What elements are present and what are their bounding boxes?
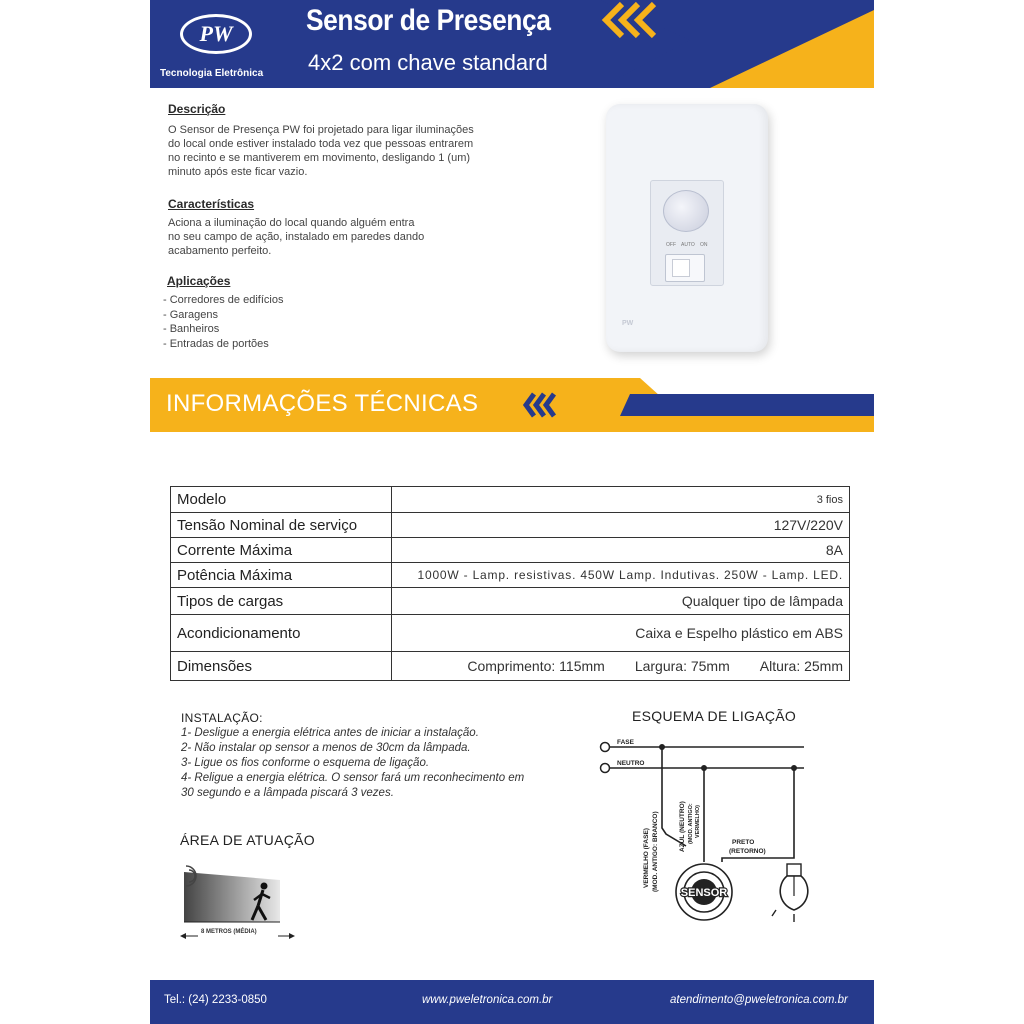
- fase-terminal: [601, 743, 610, 752]
- company-name: Tecnologia Eletrônica: [160, 68, 264, 79]
- dim-largura: Largura: 75mm: [634, 658, 730, 674]
- lamp-icon: [772, 864, 810, 922]
- list-item: 2- Não instalar op sensor a menos de 30cm da lâmpada.: [181, 742, 471, 754]
- footer-website-link[interactable]: www.pweletronica.com.br: [422, 994, 553, 1006]
- list-item: - Entradas de portões: [163, 337, 269, 350]
- spec-label: Dimensões: [171, 652, 392, 681]
- spec-label: Potência Máxima: [171, 563, 392, 588]
- spec-table: [170, 486, 850, 681]
- mode-switch-knob: [672, 259, 690, 277]
- caracteristicas-text: Aciona a iluminação do local quando alguém entra no seu campo de ação, instalado em paredes dando acabamento perfeito.: [168, 217, 425, 257]
- vermelho-label: VERMELHO (FASE): [643, 828, 650, 888]
- wiring-diagram: [596, 734, 810, 924]
- instalacao-steps: [181, 726, 524, 801]
- spec-label: Tipos de cargas: [171, 588, 392, 615]
- banner-yellow-strip: [570, 416, 874, 432]
- banner-title: INFORMAÇÕES TÉCNICAS: [166, 390, 479, 417]
- table-row: [171, 513, 850, 538]
- list-item: - Banheiros: [163, 323, 220, 335]
- instalacao-heading: INSTALAÇÃO:: [181, 711, 263, 725]
- spec-value: 1000W - Lamp. resistivas. 450W Lamp. Indutivas. 250W - Lamp. LED.: [392, 563, 850, 588]
- vermelho-mod-label: (MOD. ANTIGO: BRANCO): [652, 811, 659, 892]
- sensor-label: SENSOR: [680, 887, 728, 899]
- azul-label: AZUL (NEUTRO): [679, 801, 686, 852]
- coverage-figure: [180, 862, 300, 928]
- aplicacoes-heading: Aplicações: [167, 274, 231, 288]
- neutro-label: NEUTRO: [617, 760, 645, 767]
- switch-label-auto: AUTO: [681, 242, 695, 248]
- spec-label: Corrente Máxima: [171, 538, 392, 563]
- list-item: - Garagens: [163, 308, 219, 321]
- neutro-terminal: [601, 764, 610, 773]
- fase-label: FASE: [617, 739, 634, 746]
- company-logo: PW: [180, 14, 252, 54]
- product-title: Sensor de Presença: [306, 4, 551, 37]
- table-row: [171, 615, 850, 652]
- spec-value: 3 fios: [392, 487, 850, 513]
- table-row: [171, 588, 850, 615]
- table-row: [171, 563, 850, 588]
- table-row: [171, 652, 850, 681]
- list-item: 1- Desligue a energia elétrica antes de iniciar a instalação.: [181, 727, 479, 739]
- list-item: 30 segundo e a lâmpada piscará 3 vezes.: [181, 787, 394, 799]
- esquema-heading: ESQUEMA DE LIGAÇÃO: [632, 708, 797, 724]
- spec-value: Caixa e Espelho plástico em ABS: [392, 615, 850, 652]
- descricao-text: O Sensor de Presença PW foi projetado para ligar iluminações do local onde estiver instalado toda vez que pessoas entrarem no recinto e se mantiverem em movimento, desligando 1 (um) minuto após este ficar vazio.: [168, 124, 474, 178]
- spec-value: 8A: [392, 538, 850, 563]
- descricao-heading: Descrição: [168, 102, 226, 116]
- spec-label: Acondicionamento: [171, 615, 392, 652]
- list-item: - Corredores de edifícios: [163, 294, 284, 306]
- spec-value: Qualquer tipo de lâmpada: [392, 588, 850, 615]
- distance-caption: 8 METROS (MÉDIA): [201, 929, 257, 935]
- switch-label-off: OFF: [666, 242, 676, 248]
- dim-altura: Altura: 25mm: [759, 658, 843, 674]
- caracteristicas-heading: Características: [168, 197, 255, 211]
- area-heading: ÁREA DE ATUAÇÃO: [180, 832, 315, 848]
- footer-phone: Tel.: (24) 2233-0850: [164, 994, 267, 1006]
- spec-value: 127V/220V: [392, 513, 850, 538]
- spec-label: Tensão Nominal de serviço: [171, 513, 392, 538]
- azul-mod2-label: VERMELHO): [695, 805, 701, 838]
- product-subtitle: 4x2 com chave standard: [308, 50, 548, 75]
- preto-label: PRETO: [732, 839, 755, 846]
- spec-value-dimensions: [392, 652, 850, 681]
- table-row: [171, 538, 850, 563]
- switch-label-on: ON: [700, 242, 708, 248]
- footer-email-link[interactable]: atendimento@pweletronica.com.br: [670, 994, 848, 1006]
- plate-logo: PW: [622, 320, 634, 327]
- list-item: 4- Religue a energia elétrica. O sensor fará um reconhecimento em: [181, 772, 525, 784]
- azul-mod-label: (MOD. ANTIGO:: [688, 803, 694, 844]
- list-item: 3- Ligue os fios conforme o esquema de ligação.: [181, 757, 430, 769]
- aplicacoes-list: [163, 293, 283, 351]
- spec-label: Modelo: [171, 487, 392, 513]
- pir-lens: [663, 190, 709, 232]
- retorno-label: (RETORNO): [729, 848, 766, 855]
- dim-comprimento: Comprimento: 115mm: [467, 658, 605, 674]
- header-chevrons: [560, 0, 874, 88]
- table-row: [171, 487, 850, 513]
- banner-navy-strip: [620, 394, 874, 416]
